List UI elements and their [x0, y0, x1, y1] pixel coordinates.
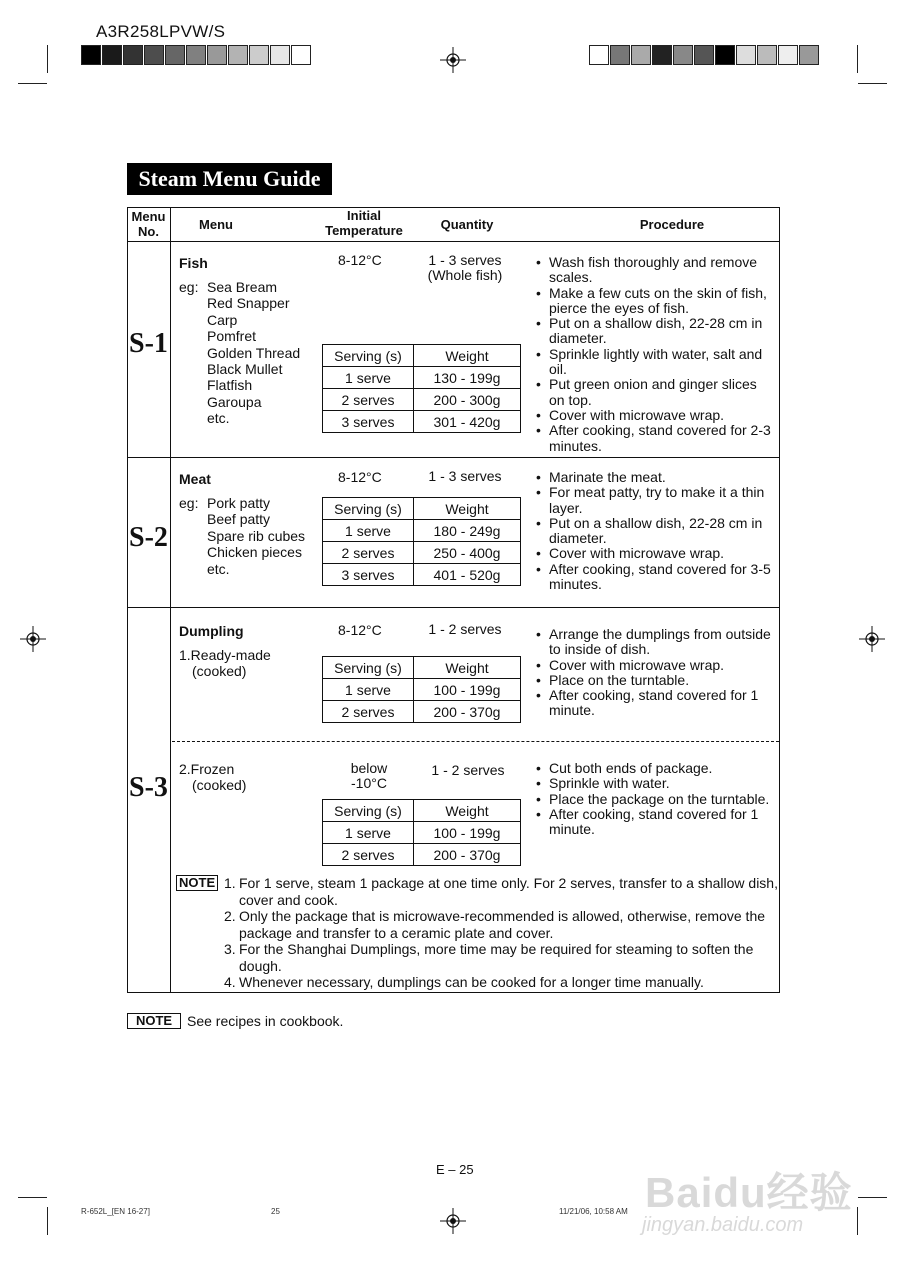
example-list [179, 495, 305, 577]
procedure-step: • Arrange the dumplings from outside to inside of dish. [536, 627, 772, 658]
crop-mark [858, 1197, 887, 1198]
column-divider [170, 207, 171, 993]
category-title: Dumpling [179, 623, 244, 639]
registration-mark-icon [20, 626, 46, 652]
note-text: For the Shanghai Dumplings, more time may be required for steaming to soften the dough. [239, 941, 754, 974]
serving-cell: 1 serve [323, 520, 414, 542]
initial-temperature-line-2: -10°C [351, 775, 387, 791]
crop-mark [47, 1207, 48, 1235]
initial-temperature: 8-12°C [338, 252, 382, 268]
procedure-step: • Sprinkle with water. [536, 776, 772, 791]
weight-table [322, 799, 521, 866]
eg-label: eg: [179, 279, 199, 295]
initial-temperature: 8-12°C [338, 622, 382, 638]
list-item: Beef patty [207, 511, 271, 528]
note-number: 3. [224, 941, 236, 957]
quantity: 1 - 3 serves [428, 468, 502, 484]
note-number: 4. [224, 974, 236, 990]
list-item: Black Mullet [207, 361, 283, 378]
crop-mark [857, 1207, 858, 1235]
weight-cell: 180 - 249g [414, 520, 521, 542]
procedure-step: • After cooking, stand covered for 3-5 minutes. [536, 562, 772, 593]
procedure-step: • After cooking, stand covered for 1 minute. [536, 688, 772, 719]
note-number: 1. [224, 875, 236, 891]
list-item: Golden Thread [207, 344, 301, 361]
bottom-note-label: NOTE [127, 1013, 181, 1029]
list-item: etc. [207, 560, 230, 577]
category-title: Fish [179, 255, 208, 271]
weight-cell: 401 - 520g [414, 564, 521, 586]
procedure-step: • After cooking, stand covered for 2-3 minutes. [536, 423, 772, 454]
list-item: Carp [207, 311, 238, 328]
bottom-note-text: See recipes in cookbook. [187, 1013, 344, 1029]
weight-cell: 100 - 199g [414, 679, 521, 701]
list-item: Red Snapper [207, 295, 290, 312]
weight-cell: 200 - 300g [414, 389, 521, 411]
registration-mark-icon [440, 1208, 466, 1234]
registration-mark-icon [859, 626, 885, 652]
list-item [224, 908, 780, 941]
procedure-step: • Wash fish thoroughly and remove scales. [536, 255, 772, 286]
note-label: NOTE [176, 875, 218, 891]
header-quantity: Quantity [440, 217, 494, 232]
procedure-step: • Marinate the meat. [536, 470, 772, 485]
list-item [224, 974, 780, 991]
header-procedure: Procedure [639, 217, 705, 232]
header-menu-no: Menu No. [131, 209, 166, 239]
serving-cell: 3 serves [323, 411, 414, 433]
serving-cell: 2 serves [323, 542, 414, 564]
serving-cell: 1 serve [323, 679, 414, 701]
weight-table-header-weight: Weight [414, 800, 521, 822]
row-divider [127, 457, 780, 458]
procedure-step: • For meat patty, try to make it a thin layer. [536, 485, 772, 516]
procedure-list [536, 627, 772, 719]
eg-label: eg: [179, 495, 199, 511]
frozen-sublabel: (cooked) [192, 777, 247, 793]
list-item: Garoupa [207, 393, 262, 410]
serving-cell: 1 serve [323, 822, 414, 844]
crop-mark [857, 45, 858, 73]
initial-temperature-line-1: below [350, 760, 388, 776]
menu-code: S-1 [129, 328, 168, 359]
note-number: 2. [224, 908, 236, 924]
procedure-list [536, 761, 772, 837]
menu-code: S-3 [129, 772, 168, 803]
crop-mark [858, 83, 887, 84]
page-title: Steam Menu Guide [127, 163, 332, 195]
note-text: For 1 serve, steam 1 package at one time only. For 2 serves, transfer to a shallow dish, cover and cook. [239, 875, 778, 908]
watermark-logo: Baidu经验 [645, 1169, 853, 1216]
list-item: Sea Bream [207, 279, 278, 295]
serving-cell: 3 serves [323, 564, 414, 586]
note-text: Whenever necessary, dumplings can be cooked for a longer time manually. [239, 974, 704, 990]
list-item: Pomfret [207, 328, 257, 345]
calibration-bar-right [589, 45, 820, 65]
crop-mark [18, 1197, 47, 1198]
weight-table-header-serving: Serving (s) [323, 800, 414, 822]
weight-table [322, 656, 521, 723]
section-divider-dashed [172, 741, 779, 742]
procedure-step: • Make a few cuts on the skin of fish, pierce the eyes of fish. [536, 286, 772, 317]
weight-cell: 200 - 370g [414, 701, 521, 723]
footer-date: 11/21/06, 10:58 AM [559, 1207, 628, 1216]
header-initial-temperature: Initial Temperature [325, 208, 403, 238]
list-item: Pork patty [207, 495, 271, 511]
category-title: Meat [179, 471, 211, 487]
quantity: 1 - 2 serves [431, 762, 505, 778]
procedure-list [536, 470, 772, 592]
frozen-label: 2.Frozen [179, 761, 235, 777]
weight-cell: 250 - 400g [414, 542, 521, 564]
procedure-step: • Place the package on the turntable. [536, 792, 772, 807]
registration-mark-icon [440, 47, 466, 73]
weight-table [322, 344, 521, 433]
header-divider [127, 241, 780, 242]
weight-cell: 301 - 420g [414, 411, 521, 433]
model-code: A3R258LPVW/S [96, 22, 226, 41]
weight-cell: 200 - 370g [414, 844, 521, 866]
procedure-step: • Put on a shallow dish, 22-28 cm in diameter. [536, 516, 772, 547]
notes-list [224, 875, 780, 991]
procedure-step: • Place on the turntable. [536, 673, 772, 688]
procedure-step: • Put on a shallow dish, 22-28 cm in diameter. [536, 316, 772, 347]
page-number: E – 25 [436, 1162, 474, 1177]
crop-mark [18, 83, 47, 84]
weight-table-header-weight: Weight [414, 498, 521, 520]
calibration-bar-left [81, 45, 312, 65]
procedure-step: • Cover with microwave wrap. [536, 658, 772, 673]
footer-filename: R-652L_[EN 16-27] [81, 1207, 150, 1216]
serving-cell: 2 serves [323, 389, 414, 411]
note-text: Only the package that is microwave-recommended is allowed, otherwise, remove the package and transfer to a ceramic plate and cover. [239, 908, 766, 941]
weight-table-header-serving: Serving (s) [323, 345, 414, 367]
weight-table-header-weight: Weight [414, 657, 521, 679]
ready-made-sublabel: (cooked) [192, 663, 247, 679]
quantity-line-2: (Whole fish) [427, 267, 503, 283]
list-item: Spare rib cubes [207, 527, 306, 544]
procedure-step: • Cover with microwave wrap. [536, 546, 772, 561]
procedure-step: • Put green onion and ginger slices on top. [536, 377, 772, 408]
initial-temperature: 8-12°C [338, 469, 382, 485]
footer-page: 25 [271, 1207, 280, 1216]
weight-table-header-weight: Weight [414, 345, 521, 367]
crop-mark [47, 45, 48, 73]
row-divider [127, 607, 780, 608]
weight-cell: 100 - 199g [414, 822, 521, 844]
list-item: Flatfish [207, 377, 253, 394]
list-item [224, 941, 780, 974]
weight-table-header-serving: Serving (s) [323, 498, 414, 520]
list-item: etc. [207, 410, 230, 427]
ready-made-label: 1.Ready-made [179, 647, 271, 663]
procedure-step: • After cooking, stand covered for 1 minute. [536, 807, 772, 838]
quantity-line-1: 1 - 3 serves [428, 252, 502, 268]
serving-cell: 2 serves [323, 701, 414, 723]
procedure-step: • Cut both ends of package. [536, 761, 772, 776]
quantity: 1 - 2 serves [428, 621, 502, 637]
list-item [224, 875, 780, 908]
procedure-list [536, 255, 772, 454]
serving-cell: 1 serve [323, 367, 414, 389]
header-menu: Menu [199, 217, 233, 232]
example-list [179, 279, 300, 427]
serving-cell: 2 serves [323, 844, 414, 866]
watermark-url: jingyan.baidu.com [642, 1214, 804, 1236]
weight-cell: 130 - 199g [414, 367, 521, 389]
menu-code: S-2 [129, 522, 168, 553]
procedure-step: • Cover with microwave wrap. [536, 408, 772, 423]
list-item: Chicken pieces [207, 544, 302, 561]
weight-table [322, 497, 521, 586]
weight-table-header-serving: Serving (s) [323, 657, 414, 679]
procedure-step: • Sprinkle lightly with water, salt and oil. [536, 347, 772, 378]
